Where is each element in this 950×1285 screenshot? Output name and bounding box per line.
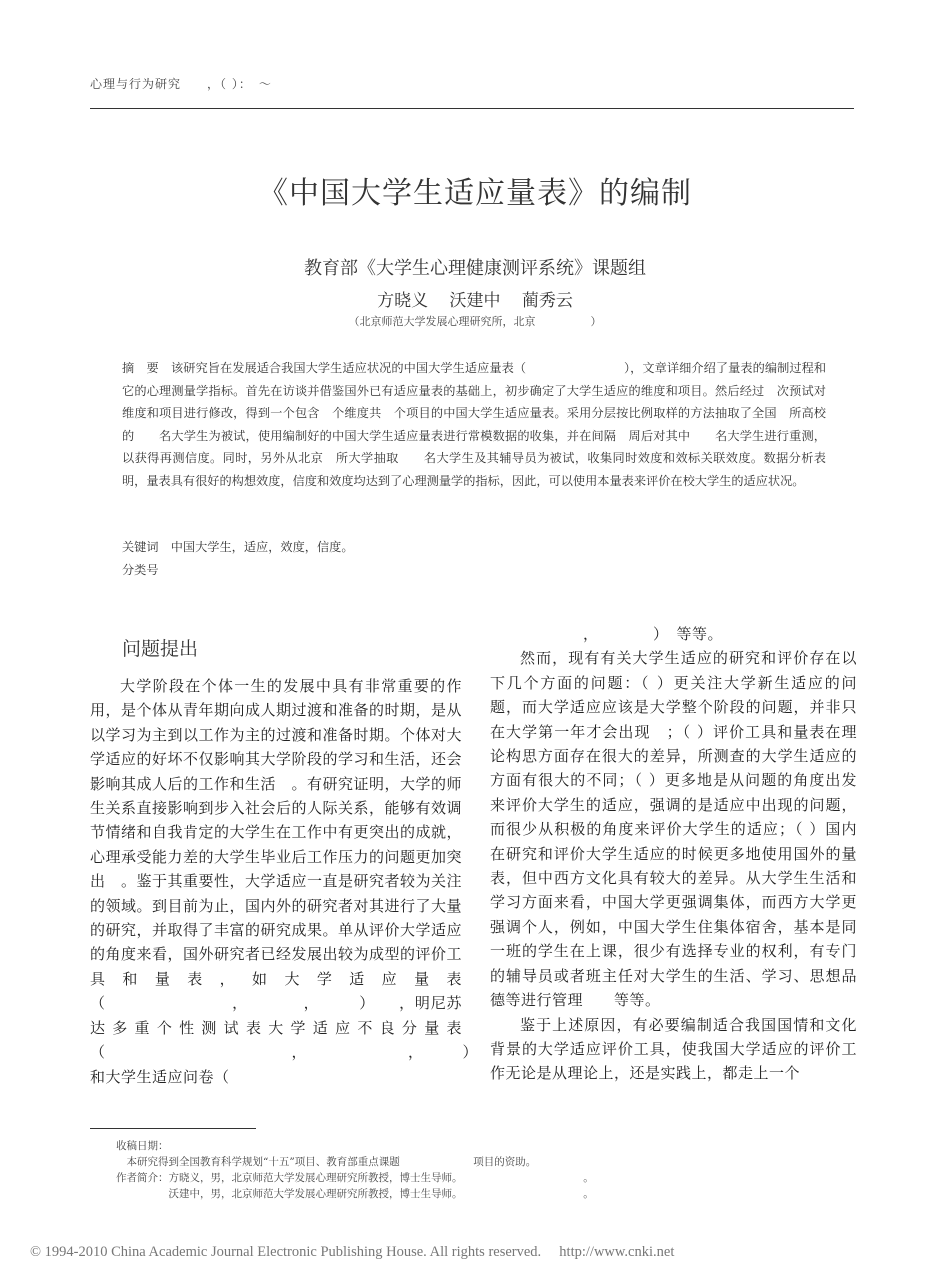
footnote-author-2: 沃建中，男，北京师范大学发展心理研究所教授，博士生导师。 。	[116, 1188, 594, 1200]
keywords	[122, 538, 354, 555]
classification-label: 分类号	[122, 563, 159, 577]
paper-title: 《中国大学生适应量表》的编制	[258, 176, 692, 211]
authors	[0, 286, 950, 311]
right-column	[490, 622, 857, 1086]
affiliation: （北京师范大学发展心理研究所，北京 ）	[348, 315, 602, 328]
footnote-received: 收稿日期：	[116, 1140, 169, 1152]
copyright-line: © 1994-2010 China Academic Journal Electronic Publishing House. All rights reserved. http://www.cnki.net	[30, 1244, 675, 1260]
running-header: 心理与行为研究 ，（ ）： ～	[90, 77, 272, 91]
research-group: 教育部《大学生心理健康测评系统》课题组	[304, 258, 646, 279]
author-3: 蔺秀云	[521, 291, 573, 311]
footnotes	[116, 1138, 816, 1202]
footnote-funding: 本研究得到全国教育科学规划“十五”项目、教育部重点课题 项目的资助。	[116, 1156, 537, 1168]
keywords-text: 中国大学生，适应，效度，信度。	[170, 540, 354, 554]
right-paragraph-2: 然而，现有有关大学生适应的研究和评价存在以下几个方面的问题：（ ）更关注大学新生适应的问题，而大学适应应该是大学整个阶段的问题，并非只在大学第一年才会出现 ；（ ）评价工具和量表在理论构思方面存在很大的差异，所测查的大学生适应的方面有很大的不同；（ ）更多地是从问题的角度出发来评价大学生的适应，强调的是适应中出现的问题，而很少从积极的角度来评价大学生的适应；（ ）国内在研究和评价大学生适应的时候更多地使用国外的量表，但中西方文化具有较大的差异。从大学生生活和学习方面来看，中国大学更强调集体，而西方大学更强调个人，例如，中国大学生住集体宿舍，基本是同一班的学生在上课，很少有选择专业的权利，有专门的辅导员或者班主任对大学生的生活、学习、思想品德等进行管理 等等。	[490, 649, 857, 1010]
abstract-label: 摘 要	[122, 361, 159, 375]
author-2: 沃建中	[449, 291, 501, 311]
classification	[122, 561, 159, 578]
left-column	[90, 674, 479, 1089]
keywords-label: 关键词	[122, 540, 159, 554]
footnote-author-1: 作者简介：方晓义，男，北京师范大学发展心理研究所教授，博士生导师。 。	[116, 1172, 594, 1184]
section-title: 问题提出	[122, 638, 199, 660]
right-paragraph-1: ， ） 等等。	[490, 625, 724, 643]
footnote-rule	[90, 1128, 256, 1129]
abstract	[122, 357, 826, 493]
header-rule	[90, 108, 854, 109]
left-paragraph-1: 大学阶段在个体一生的发展中具有非常重要的作用，是个体从青年期向成人期过渡和准备的时期，是从以学习为主到以工作为主的过渡和准备时期。个体对大学适应的好坏不仅影响其大学阶段的学习和生活，还会影响其成人后的工作和生活 。有研究证明，大学的师生关系直接影响到步入社会后的人际关系，能够有效调节情绪和自我肯定的大学生在工作中有更突出的成就，心理承受能力差的大学生毕业后工作压力的问题更加突出 。鉴于其重要性，大学适应一直是研究者较为关注的领域。到目前为止，国内外的研究者对其进行了大量的研究，并取得了丰富的研究成果。单从评价大学适应的角度来看，国外研究者已经发展出较为成型的评价工具和量表，如大学适应量表（ ， ， ） ，明尼苏达多重个性测试表大学适应不良分量表（ ， ， ）和大学生适应问卷（	[90, 677, 479, 1086]
author-1: 方晓义	[377, 291, 429, 311]
abstract-text: 该研究旨在发展适合我国大学生适应状况的中国大学生适应量表（ ），文章详细介绍了量表的编制过程和它的心理测量学指标。首先在访谈并借鉴国外已有适应量表的基础上，初步确定了大学生适应的维度和项目。然后经过 次预试对维度和项目进行修改，得到一个包含 个维度共 个项目的中国大学生适应量表。采用分层按比例取样的方法抽取了全国 所高校的 名大学生为被试，使用编制好的中国大学生适应量表进行常模数据的收集，并在间隔 周后对其中 名大学生进行重测，以获得再测信度。同时，另外从北京 所大学抽取 名大学生及其辅导员为被试，收集同时效度和效标关联效度。数据分析表明，量表具有很好的构想效度，信度和效度均达到了心理测量学的指标，因此，可以使用本量表来评价在校大学生的适应状况。	[122, 361, 827, 488]
right-paragraph-3: 鉴于上述原因，有必要编制适合我国国情和文化背景的大学适应评价工具，使我国大学适应的评价工作无论是从理论上，还是实践上，都走上一个	[490, 1015, 857, 1083]
